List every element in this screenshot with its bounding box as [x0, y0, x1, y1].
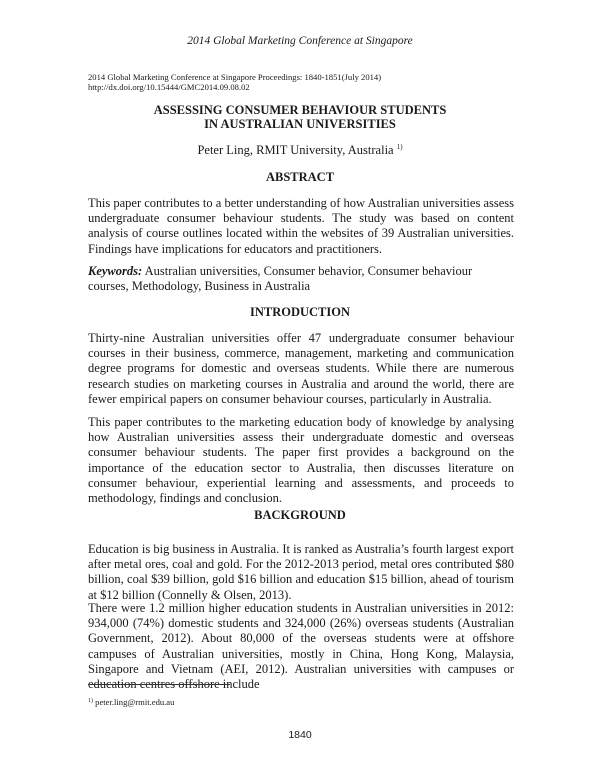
- background-heading: BACKGROUND: [254, 508, 346, 522]
- author-name: Peter Ling, RMIT University, Australia: [197, 143, 394, 157]
- background-paragraph-1: Education is big business in Australia. It is ranked as Australia’s fourth largest export after metal ores, coal and gold. For the 2012-2013 period, metal ores contributed $80 billion, coal $39 billion, gold $16 billion and education $15 billion, ahead of tourism at $12 billion (Connelly & Olsen, 2013).: [88, 542, 514, 602]
- introduction-heading: INTRODUCTION: [249, 305, 350, 319]
- title-line-2: IN AUSTRALIAN UNIVERSITIES: [204, 117, 396, 131]
- keywords: [88, 264, 514, 294]
- introduction-paragraph-2: This paper contributes to the marketing education body of knowledge by analysing how Australian universities assess their undergraduate domestic and overseas consumer behaviour students. The paper first provides a background on the importance of the education sector to Australia, then discusses literature on consumer behaviour, experiential learning and assessments, and proceeds to methodology, findings and conclusion.: [88, 415, 514, 506]
- background-paragraph-2: There were 1.2 million higher education students in Australian universities in 2012: 934,000 (74%) domestic students and 324,000 (26%) overseas students (Australian Government, 2012). About 80,000 of the overseas students were at offshore campuses of Australian universities, mostly in China, Hong Kong, Malaysia, Singapore and Vietnam (AEI, 2012). Australian universities with campuses or education centres offshore include: [88, 601, 514, 692]
- title-line-1: ASSESSING CONSUMER BEHAVIOUR STUDENTS: [153, 103, 447, 117]
- running-head: 2014 Global Marketing Conference at Singapore: [187, 35, 413, 47]
- introduction-paragraph-1: Thirty-nine Australian universities offer 47 undergraduate consumer behaviour courses in their business, commerce, management, marketing and communication degree programs for domestic and overseas students. While there are numerous research studies on marketing courses in Australia and around the world, there are fewer empirical papers on consumer behaviour courses, particularly in Australia.: [88, 331, 514, 406]
- keywords-label: Keywords:: [88, 264, 143, 278]
- footnote: [88, 697, 174, 707]
- footnote-divider: [88, 684, 230, 685]
- abstract-text: This paper contributes to a better understanding of how Australian universities assess undergraduate consumer behaviour students. The study was based on content analysis of course outlines located within the websites of 39 Australian universities. Findings have implications for educators and practitioners.: [88, 196, 514, 256]
- footnote-marker: 1): [88, 698, 93, 704]
- author-footnote-marker: 1): [396, 143, 403, 151]
- paper-title: [0, 103, 600, 131]
- page-number: 1840: [288, 729, 312, 741]
- author-line: [0, 143, 600, 158]
- proceedings-info: [88, 72, 381, 92]
- doi-link[interactable]: http://dx.doi.org/10.15444/GMC2014.09.08.02: [88, 82, 250, 92]
- proceedings-citation: 2014 Global Marketing Conference at Singapore Proceedings: 1840-1851(July 2014): [88, 72, 382, 82]
- footnote-email[interactable]: peter.ling@rmit.edu.au: [93, 697, 175, 707]
- keywords-text: Australian universities, Consumer behavior, Consumer behaviour courses, Methodology, Business in Australia: [88, 264, 473, 294]
- abstract-heading: ABSTRACT: [265, 170, 335, 184]
